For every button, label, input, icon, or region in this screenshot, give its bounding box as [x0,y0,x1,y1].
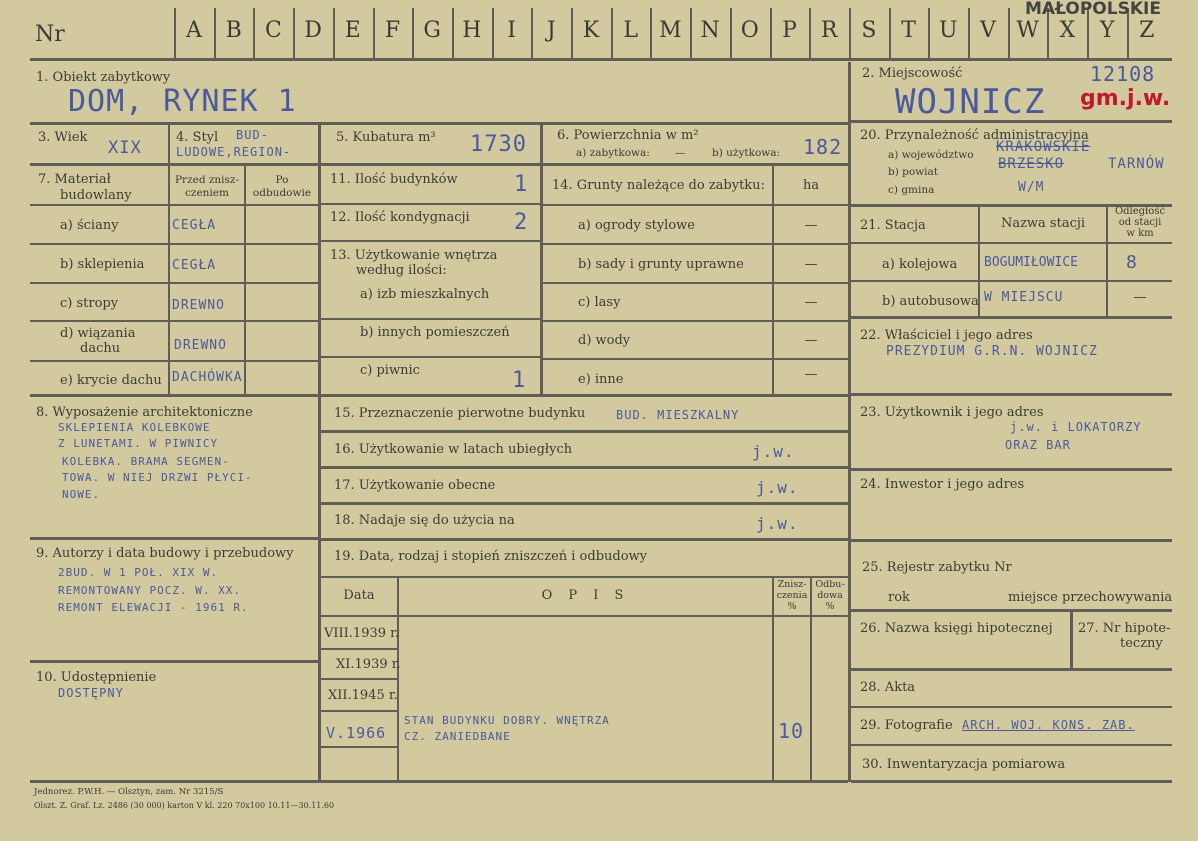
index-letter: C [264,18,282,43]
index-letter: U [939,18,958,43]
index-letter: P [782,18,797,43]
field-14-row-value: — [804,333,818,348]
field-7-row-label: c) stropy [60,296,119,311]
index-divider [253,8,255,60]
index-letter: A [186,18,202,43]
field-20-a-label: a) województwo [888,149,974,161]
line [321,318,540,320]
field-2-note: gm.j.w. [1080,86,1171,111]
field-3-label: 3. Wiek [38,130,88,145]
field-5-label: 5. Kubatura m³ [336,130,436,145]
field-20-c-label: c) gmina [888,184,935,196]
field-20-c-value: W/M [1018,180,1045,195]
line [321,240,540,242]
field-9-line: REMONT ELEWACJI - 1961 R. [58,601,249,614]
field-21-label: 21. Stacja [860,218,926,233]
field-4-value-2: LUDOWE,REGION- [176,145,292,159]
line [848,62,851,782]
line [321,356,540,358]
field-14-label: 14. Grunty należące do zabytku: [552,178,765,193]
field-1-label: 1. Obiekt zabytkowy [36,70,171,85]
index-divider [452,8,454,60]
field-16-label: 16. Użytkowanie w latach ubiegłych [334,442,573,457]
region-stamp: MAŁOPOLSKIE [1025,0,1161,19]
index-letter: W [1016,18,1039,43]
field-21-col-dist-3: w km [1126,228,1154,239]
field-7-row-value: DREWNO [174,338,227,353]
header-divider [30,58,1172,61]
line [851,706,1172,708]
field-23-value-2: ORAZ BAR [1005,438,1071,452]
line [30,660,318,663]
field-15-value: BUD. MIESZKALNY [616,408,740,422]
table-col-znisz-1: Znisz- [777,579,807,590]
field-13-c-value: 1 [512,368,527,393]
field-13-a: a) izb mieszkalnych [360,287,490,302]
index-letter: E [344,18,361,43]
field-14-row-label: c) lasy [578,295,621,310]
table-row-date: XI.1939 r. [336,657,401,672]
table-col-odbud-3: % [825,601,835,612]
field-13-b: b) innych pomieszczeń [360,325,510,340]
field-10-value: DOSTĘPNY [58,686,124,700]
field-15-label: 15. Przeznaczenie pierwotne budynku [334,406,586,421]
index-letter: N [700,18,720,43]
field-4-value-1: BUD- [236,128,269,142]
field-25-label: 25. Rejestr zabytku Nr [862,560,1012,575]
line [321,466,848,469]
field-17-label: 17. Użytkowanie obecne [334,478,496,493]
table-row-date: V.1966 [326,724,387,742]
line [543,320,848,322]
field-19-label: 19. Data, rodzaj i stopień zniszczeń i odbudowy [334,549,648,564]
line [30,360,318,362]
field-9-line: 2BUD. W 1 POŁ. XIX W. [58,566,219,579]
field-8-line: TOWA. W NIEJ DRZWI PŁYCI- [62,471,253,484]
field-18-label: 18. Nadaje się do użycia na [334,513,515,528]
line [321,710,397,712]
line [851,609,1172,612]
index-letter: I [507,18,516,43]
field-14-unit: ha [802,178,820,193]
line [30,537,318,540]
field-27-label-1: 27. Nr hipote- [1078,621,1171,636]
line [851,744,1172,746]
field-6-label: 6. Powierzchnia w m² [557,128,699,143]
field-11-value: 1 [514,172,529,197]
line [321,576,848,578]
index-divider [849,8,851,60]
table-row-opis: STAN BUDYNKU DOBRY. WNĘTRZA [404,714,610,727]
field-7-row-label: a) ściany [60,218,119,233]
index-divider [492,8,494,60]
field-8-label: 8. Wyposażenie architektoniczne [36,405,253,420]
footer-line-2: Olszt. Z. Graf. Lz. 2486 (30 000) karton V kl. 220 70x100 10.11—30.11.60 [34,801,335,810]
field-14-row-value: — [804,218,818,233]
line [321,538,848,541]
index-letter: X [1059,18,1076,43]
table-col-odbud-1: Odbu- [815,579,845,590]
line [851,280,1172,282]
table-col-date: Data [343,588,375,603]
field-21-b-dist: — [1133,290,1147,305]
field-4-label: 4. Styl [176,130,219,145]
field-9-line: REMONTOWANY POCZ. W. XX. [58,584,241,597]
field-21-a-label: a) kolejowa [882,257,958,272]
field-17-value: j.w. [756,478,799,497]
index-letter: D [304,18,322,43]
index-divider [214,8,216,60]
field-14-row-value: — [804,367,818,382]
index-divider [373,8,375,60]
field-20-a-value: KRAKOWSKIE [996,139,1091,155]
line [321,430,848,433]
field-23-value-1: j.w. i LOKATORZY [1010,420,1142,434]
field-13-label-1: 13. Użytkowanie wnętrza [330,248,498,263]
line [30,282,318,284]
line [30,122,848,125]
field-30-label: 30. Inwentaryzacja pomiarowa [862,757,1066,772]
field-8-line: SKLEPIENIA KOLEBKOWE [58,421,211,434]
field-8-line: KOLEBKA. BRAMA SEGMEN- [62,455,230,468]
field-25-miejsce: miejsce przechowywania [1008,590,1173,605]
index-divider [571,8,573,60]
field-7-col-before-1: Przed znisz- [174,174,239,186]
field-7-row-label: e) krycie dachu [60,373,162,388]
index-letter: O [740,18,759,43]
line [321,746,397,748]
field-1-value: DOM, RYNEK 1 [68,84,297,119]
field-2-value: WOJNICZ [895,82,1046,122]
field-16-value: j.w. [752,442,795,461]
field-20-b-value: TARNÓW [1108,156,1165,172]
index-divider [611,8,613,60]
table-row-znisz: 10 [778,719,805,743]
field-7-col-after-1: Po [275,174,289,186]
field-5-value: 1730 [470,132,527,157]
field-25-rok: rok [888,590,910,605]
index-divider [174,8,176,60]
line [540,125,543,395]
index-divider [809,8,811,60]
line [851,668,1172,671]
line [30,394,848,397]
field-20-label: 20. Przynależność administracyjna [860,128,1089,143]
index-divider [333,8,335,60]
field-2-label: 2. Miejscowość [862,66,963,81]
table-col-opis: O P I S [541,588,630,603]
field-7-row-value: DREWNO [172,298,225,313]
field-21-b-name: W MIEJSCU [984,290,1064,305]
field-21-col-name: Nazwa stacji [1000,216,1086,231]
line [321,615,848,617]
index-letter: T [901,18,916,43]
field-7-label-2: budowlany [60,188,132,203]
index-letter: V [980,18,996,43]
field-14-row-value: — [804,257,818,272]
field-7-row-label: d) wiązania [60,326,136,341]
index-divider [1008,8,1010,60]
index-letter: L [623,18,638,43]
field-22-value: PREZYDIUM G.R.N. WOJNICZ [886,344,1098,359]
field-8-line: NOWE. [62,488,101,501]
field-14-row-label: e) inne [578,372,624,387]
field-22-label: 22. Właściciel i jego adres [860,328,1033,343]
line [321,502,848,505]
line [30,163,848,166]
field-7-row-value: CEGŁA [172,258,217,273]
line [851,468,1172,471]
field-6-a-label: a) zabytkowa: [576,147,650,159]
table-col-znisz-3: % [787,601,797,612]
field-21-col-dist-1: Odległość [1114,206,1166,217]
field-14-row-value: — [804,295,818,310]
field-7-label-1: 7. Materiał [38,172,111,187]
line [30,204,318,206]
index-letter: Y [1099,18,1115,43]
field-24-label: 24. Inwestor i jego adres [860,477,1025,492]
field-8-line: Z LUNETAMI. W PIWNICY [58,437,219,450]
field-18-value: j.w. [756,514,799,533]
index-letter: G [423,18,441,43]
field-14-row-label: a) ogrody stylowe [578,218,695,233]
table-row-date: XII.1945 r. [328,688,398,703]
field-6-b-value: 182 [803,135,843,159]
line [543,358,848,360]
index-divider [412,8,414,60]
field-7-col-after-2: odbudowie [252,187,312,199]
line [321,678,397,680]
field-20-b-label: b) powiat [888,166,939,178]
field-26-label: 26. Nazwa księgi hipotecznej [860,621,1053,636]
index-divider [968,8,970,60]
index-divider [730,8,732,60]
line [321,648,397,650]
nr-label: Nr [35,22,65,47]
index-letter: R [820,18,838,43]
field-21-a-dist: 8 [1126,252,1138,273]
field-7-row-label: dachu [80,341,121,356]
table-row-date: VIII.1939 r. [324,626,400,641]
line [321,203,540,205]
field-9-label: 9. Autorzy i data budowy i przebudowy [36,546,294,561]
field-11-label: 11. Ilość budynków [330,172,458,187]
index-divider [889,8,891,60]
field-13-label-2: według ilości: [356,263,447,278]
table-row-opis: CZ. ZANIEDBANE [404,730,511,743]
index-letter: B [225,18,242,43]
field-6-a-value: — [675,147,686,159]
field-21-a-name: BOGUMIŁOWICE [984,255,1078,270]
field-7-row-value: CEGŁA [172,218,217,233]
index-divider [770,8,772,60]
line [543,204,848,206]
line [1070,612,1073,668]
index-divider [293,8,295,60]
index-divider [928,8,930,60]
field-12-label: 12. Ilość kondygnacji [330,210,470,225]
line [543,282,848,284]
line [851,316,1172,319]
line [168,125,170,165]
field-29-value: ARCH. WOJ. KONS. ZAB. [962,718,1135,732]
line [851,780,1172,783]
field-28-label: 28. Akta [860,680,916,695]
field-29-label: 29. Fotografie [860,718,953,733]
field-7-row-value: DACHÓWKA [172,370,243,385]
line [851,539,1172,542]
field-21-col-dist-2: od stacji [1118,217,1162,228]
field-21-b-label: b) autobusowa [882,294,979,309]
field-7-col-before-2: czeniem [185,187,229,199]
field-3-value: XIX [108,138,142,158]
footer-line-1: Jednorez. P.W.H. — Olsztyn, zam. Nr 3215/S [34,787,224,797]
table-col-znisz-2: czenia [776,590,808,601]
table-col-odbud-2: dowa [817,590,843,601]
index-letter: Z [1139,18,1155,43]
field-7-row-label: b) sklepienia [60,257,145,272]
field-6-b-label: b) użytkowa: [712,147,781,159]
index-divider [650,8,652,60]
index-divider [690,8,692,60]
index-letter: H [462,18,482,43]
field-12-value: 2 [514,210,529,235]
field-13-c: c) piwnic [360,363,420,378]
line [30,243,318,245]
field-10-label: 10. Udostępnienie [36,670,157,685]
line [397,576,399,780]
field-20-b-value-struck: BRZESKO [998,156,1065,172]
index-letter: F [384,18,401,43]
line [851,242,1172,244]
line [851,393,1172,396]
line [30,780,848,783]
field-14-row-label: d) wody [578,333,631,348]
line [543,243,848,245]
field-23-label: 23. Użytkownik i jego adres [860,405,1044,420]
index-letter: M [659,18,682,43]
field-14-row-label: b) sady i grunty uprawne [578,257,744,272]
field-27-label-2: teczny [1120,636,1163,651]
index-letter: S [861,18,877,43]
line [318,125,321,395]
field-2-number: 12108 [1090,62,1156,86]
index-letter: J [546,18,556,43]
line [30,320,318,322]
index-divider [531,8,533,60]
index-letter: K [582,18,600,43]
